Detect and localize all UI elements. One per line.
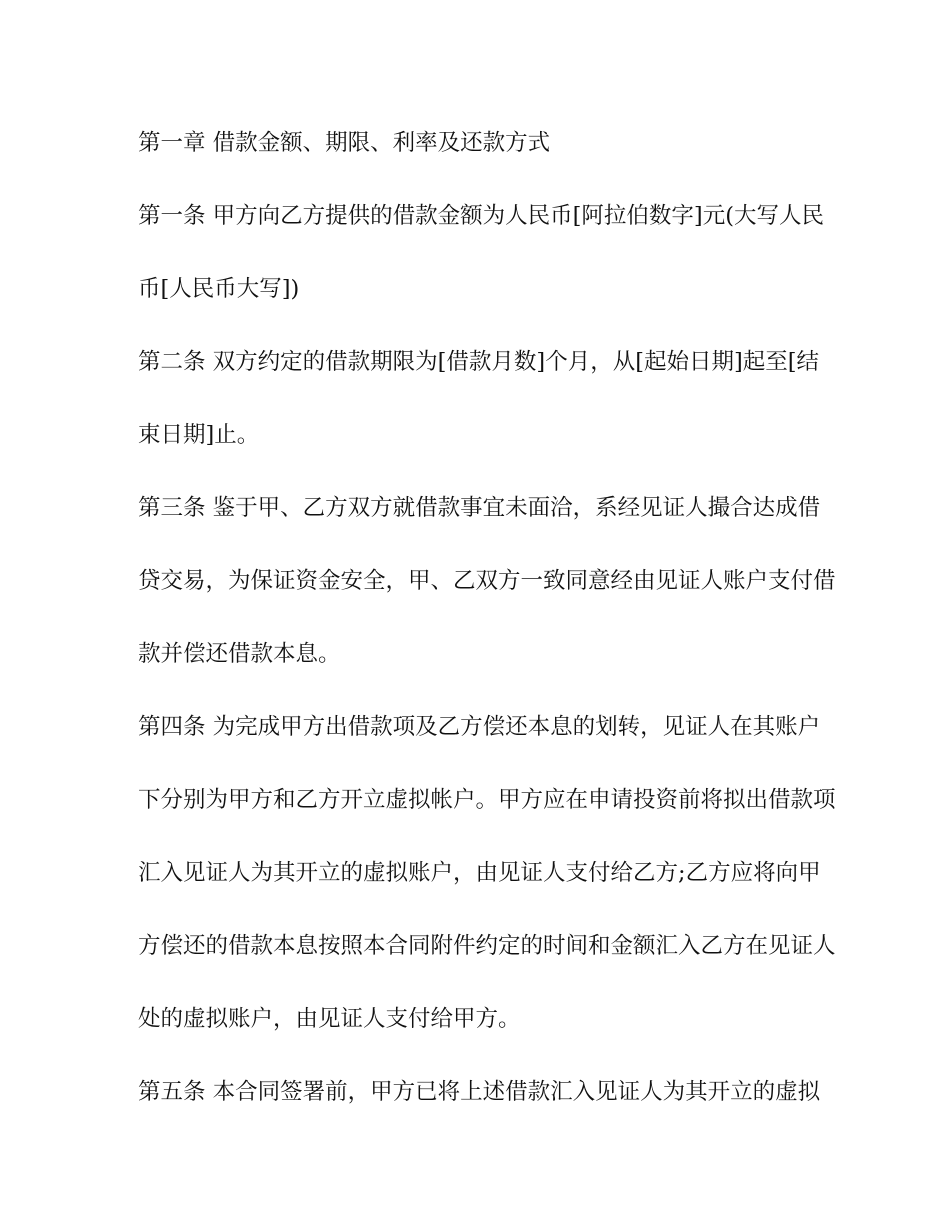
article-2-line-2: 束日期]止。	[138, 422, 260, 448]
article-3-line-2: 贷交易，为保证资金安全，甲、乙双方一致同意经由见证人账户支付借	[138, 568, 836, 594]
article-2-line-1: 第二条 双方约定的借款期限为[借款月数]个月，从[起始日期]起至[结	[138, 349, 820, 375]
article-4-line-4: 方偿还的借款本息按照本合同附件约定的时间和金额汇入乙方在见证人	[138, 933, 836, 959]
article-5-line-1: 第五条 本合同签署前，甲方已将上述借款汇入见证人为其开立的虚拟	[138, 1079, 821, 1105]
article-1-line-2: 币[人民币大写])	[138, 276, 300, 302]
article-4-line-1: 第四条 为完成甲方出借款项及乙方偿还本息的划转，见证人在其账户	[138, 714, 821, 740]
chapter-heading: 第一章 借款金额、期限、利率及还款方式	[138, 130, 551, 156]
article-4-line-2: 下分别为甲方和乙方开立虚拟帐户。甲方应在申请投资前将拟出借款项	[138, 787, 836, 813]
article-1-line-1: 第一条 甲方向乙方提供的借款金额为人民币[阿拉伯数字]元(大写人民	[138, 203, 824, 229]
article-4-line-3: 汇入见证人为其开立的虚拟账户，由见证人支付给乙方;乙方应将向甲	[138, 860, 821, 886]
article-3-line-3: 款并偿还借款本息。	[138, 641, 341, 667]
article-4-line-5: 处的虚拟账户，由见证人支付给甲方。	[138, 1006, 521, 1032]
article-3-line-1: 第三条 鉴于甲、乙方双方就借款事宜未面洽，系经见证人撮合达成借	[138, 495, 821, 521]
